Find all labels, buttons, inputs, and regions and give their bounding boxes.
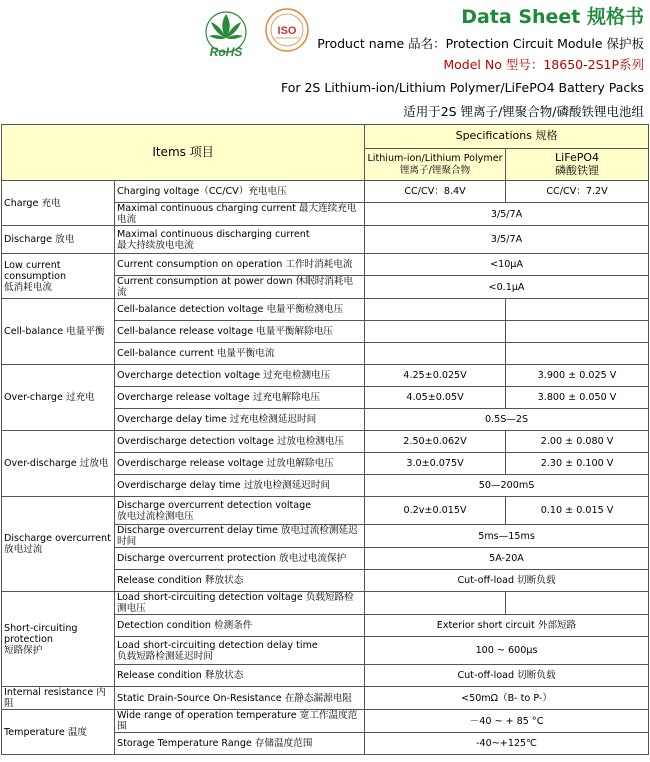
value-od-detection-liion: 2.50±0.062V bbox=[365, 431, 506, 453]
value-doc-delay: 5ms—15ms bbox=[365, 525, 649, 548]
value-cb-current-liion bbox=[365, 343, 506, 365]
category-charge: Charge 充电 bbox=[2, 181, 115, 226]
category-discharge: Discharge 放电 bbox=[2, 226, 115, 254]
product-name: Product name 品名：Protection Circuit Module 保护板 bbox=[317, 36, 644, 51]
item-od-detection: Overdischarge detection voltage 过放电检测电压 bbox=[115, 431, 365, 453]
item-oc-detection: Overcharge detection voltage 过充电检测电压 bbox=[115, 365, 365, 387]
model-number: Model No 型号：18650-2S1P系列 bbox=[443, 57, 644, 72]
item-storage-temperature: Storage Temperature Range 存储温度范围 bbox=[115, 733, 365, 755]
specifications-header: Specifications 规格 bbox=[365, 125, 649, 149]
item-doc-release: Release condition 释放状态 bbox=[115, 570, 365, 592]
item-max-discharging-current-en: Maximal continuous discharging current bbox=[117, 228, 310, 240]
value-current-operation: <10μA bbox=[365, 254, 649, 276]
value-cb-release-liion bbox=[365, 321, 506, 343]
item-doc-detection bbox=[115, 497, 365, 525]
value-od-release-liion: 3.0±0.075V bbox=[365, 453, 506, 475]
value-current-powerdown: <0.1μA bbox=[365, 276, 649, 299]
value-charging-voltage-lfp: CC/CV：7.2V bbox=[506, 181, 649, 203]
specification-table bbox=[1, 124, 649, 755]
value-doc-release: Cut-off-load 切断负载 bbox=[365, 570, 649, 592]
item-sc-release: Release condition 释放状态 bbox=[115, 665, 365, 687]
value-charging-voltage-liion: CC/CV：8.4V bbox=[365, 181, 506, 203]
category-short-circuit-cn: 短路保护 bbox=[4, 644, 43, 656]
liion-header-cn: 锂离子/锂聚合物 bbox=[399, 164, 471, 176]
table-row bbox=[2, 254, 649, 276]
item-charging-voltage: Charging voltage（CC/CV）充电电压 bbox=[115, 181, 365, 203]
value-cb-release-lfp bbox=[506, 321, 649, 343]
category-low-current bbox=[2, 254, 115, 299]
value-od-delay: 50—200mS bbox=[365, 475, 649, 497]
table-row bbox=[2, 592, 649, 615]
rohs-label: RoHS bbox=[209, 45, 243, 59]
value-sc-release: Cut-off-load 切断负载 bbox=[365, 665, 649, 687]
category-low-current-en: Low current consumption bbox=[4, 259, 67, 282]
item-current-powerdown: Current consumption at power down 休眠时消耗电流 bbox=[115, 276, 365, 299]
item-od-delay: Overdischarge delay time 过放电检测延迟时间 bbox=[115, 475, 365, 497]
item-doc-detection-cn: 放电过流检测电压 bbox=[117, 510, 194, 522]
table-row bbox=[2, 710, 649, 733]
table-row bbox=[2, 299, 649, 321]
lifepo4-header-en: LiFePO4 bbox=[555, 150, 599, 164]
item-sc-delay bbox=[115, 637, 365, 665]
value-max-discharging-current: 3/5/7A bbox=[365, 226, 649, 254]
value-on-resistance: <50mΩ（B- to P-） bbox=[365, 687, 649, 710]
value-sc-detection-liion bbox=[365, 592, 506, 615]
category-discharge-overcurrent-en: Discharge overcurrent bbox=[4, 533, 111, 545]
table-row bbox=[2, 497, 649, 525]
category-discharge-overcurrent-cn: 放电过流 bbox=[4, 544, 43, 556]
value-oc-detection-lfp: 3.900 ± 0.025 V bbox=[506, 365, 649, 387]
category-cell-balance: Cell-balance 电量平衡 bbox=[2, 299, 115, 365]
item-cb-release: Cell-balance release voltage 电量平衡解除电压 bbox=[115, 321, 365, 343]
value-sc-detection-lfp bbox=[506, 592, 649, 615]
category-overdischarge: Over-discharge 过放电 bbox=[2, 431, 115, 497]
document-title: Data Sheet 规格书 bbox=[461, 6, 644, 28]
value-max-charging-current: 3/5/7A bbox=[365, 203, 649, 226]
table-row bbox=[2, 181, 649, 203]
category-low-current-cn: 低消耗电流 bbox=[4, 281, 52, 293]
category-discharge-overcurrent bbox=[2, 497, 115, 592]
table-header-row bbox=[2, 125, 649, 149]
item-on-resistance: Static Drain-Source On-Resistance 在静态漏源电阻 bbox=[115, 687, 365, 710]
value-oc-detection-liion: 4.25±0.025V bbox=[365, 365, 506, 387]
item-max-discharging-current-cn: 最大持续放电电流 bbox=[117, 239, 194, 251]
value-doc-detection-liion: 0.2v±0.015V bbox=[365, 497, 506, 525]
value-od-release-lfp: 2.30 ± 0.100 V bbox=[506, 453, 649, 475]
category-temperature: Temperature 温度 bbox=[2, 710, 115, 755]
value-cb-current-lfp bbox=[506, 343, 649, 365]
item-oc-delay: Overcharge delay time 过充电检测延迟时间 bbox=[115, 409, 365, 431]
iso-label: ISO bbox=[277, 25, 297, 37]
table-row bbox=[2, 365, 649, 387]
value-storage-temperature: -40~+125℃ bbox=[365, 733, 649, 755]
item-current-operation: Current consumption on operation 工作时消耗电流 bbox=[115, 254, 365, 276]
value-sc-delay: 100 ~ 600μs bbox=[365, 637, 649, 665]
item-sc-delay-en: Load short-circuiting detection delay time bbox=[117, 639, 318, 651]
iso-logo-icon bbox=[263, 6, 311, 56]
liion-header-en: Lithium-ion/Lithium Polymer bbox=[367, 153, 503, 165]
applies-to-cn: 适用于2S 锂离子/锂聚合物/磷酸铁锂电池组 bbox=[403, 104, 644, 119]
lifepo4-header bbox=[506, 149, 649, 181]
lifepo4-header-cn: 磷酸铁锂 bbox=[555, 163, 600, 177]
value-oc-release-lfp: 3.800 ± 0.050 V bbox=[506, 387, 649, 409]
applies-to-en: For 2S Lithium-ion/Lithium Polymer/LiFePO4 Battery Packs bbox=[280, 80, 644, 95]
value-oc-release-liion: 4.05±0.05V bbox=[365, 387, 506, 409]
value-oc-delay: 0.5S—2S bbox=[365, 409, 649, 431]
rohs-logo-icon bbox=[197, 8, 255, 60]
item-od-release: Overdischarge release voltage 过放电解除电压 bbox=[115, 453, 365, 475]
item-oc-release: Overcharge release voltage 过充电解除电压 bbox=[115, 387, 365, 409]
item-sc-delay-cn: 负载短路检测延迟时间 bbox=[117, 650, 213, 662]
liion-header bbox=[365, 149, 506, 181]
item-sc-condition: Detection condition 检测条件 bbox=[115, 615, 365, 637]
value-cb-detection-liion bbox=[365, 299, 506, 321]
item-max-discharging-current bbox=[115, 226, 365, 254]
table-row bbox=[2, 687, 649, 710]
item-max-charging-current: Maximal continuous charging current 最大连续充电电流 bbox=[115, 203, 365, 226]
value-od-detection-lfp: 2.00 ± 0.080 V bbox=[506, 431, 649, 453]
category-internal-resistance: Internal resistance 内阻 bbox=[2, 687, 115, 710]
item-doc-delay: Discharge overcurrent delay time 放电过流检测延迟时间 bbox=[115, 525, 365, 548]
items-header: Items 项目 bbox=[2, 125, 365, 181]
value-operation-temperature: －40 ~ + 85 °C bbox=[365, 710, 649, 733]
category-short-circuit bbox=[2, 592, 115, 687]
category-short-circuit-en: Short-circuiting protection bbox=[4, 622, 78, 645]
item-cb-current: Cell-balance current 电量平衡电流 bbox=[115, 343, 365, 365]
table-row bbox=[2, 226, 649, 254]
item-doc-detection-en: Discharge overcurrent detection voltage bbox=[117, 499, 312, 511]
category-overcharge: Over-charge 过充电 bbox=[2, 365, 115, 431]
value-cb-detection-lfp bbox=[506, 299, 649, 321]
value-sc-condition: Exterior short circuit 外部短路 bbox=[365, 615, 649, 637]
item-cb-detection: Cell-balance detection voltage 电量平衡检测电压 bbox=[115, 299, 365, 321]
item-operation-temperature: Wide range of operation temperature 宽工作温度范围 bbox=[115, 710, 365, 733]
value-doc-detection-lfp: 0.10 ± 0.015 V bbox=[506, 497, 649, 525]
table-row bbox=[2, 431, 649, 453]
item-sc-detection: Load short-circuiting detection voltage 负载短路检测电压 bbox=[115, 592, 365, 615]
datasheet-header bbox=[0, 0, 650, 124]
item-doc-protection: Discharge overcurrent protection 放电过电流保护 bbox=[115, 548, 365, 570]
value-doc-protection: 5A-20A bbox=[365, 548, 649, 570]
